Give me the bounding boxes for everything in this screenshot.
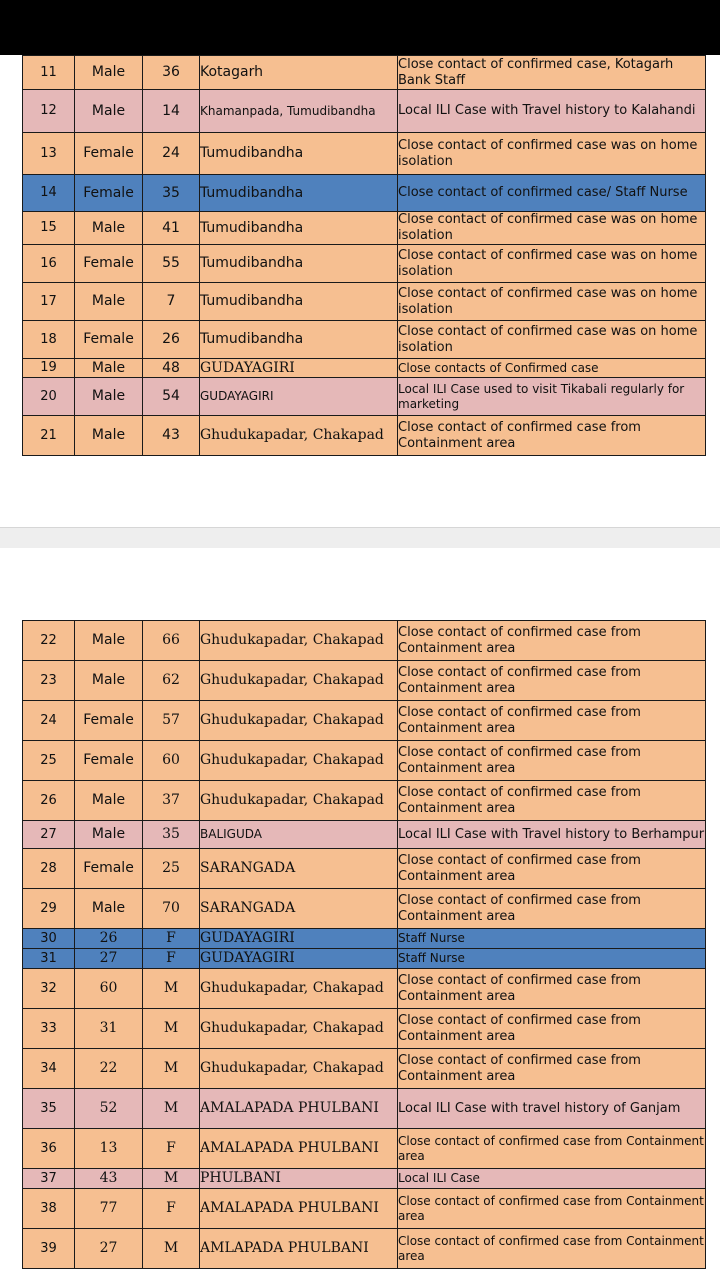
details-cell: Close contact of confirmed case from Containment area <box>398 1049 706 1089</box>
cell-a: Male <box>75 821 143 849</box>
location-cell: GUDAYAGIRI <box>200 929 398 949</box>
cell-b: 36 <box>143 56 200 90</box>
location-cell: SARANGADA <box>200 889 398 929</box>
location-cell: AMLAPADA PHULBANI <box>200 1229 398 1269</box>
cell-b: 35 <box>143 821 200 849</box>
serial-cell: 19 <box>23 359 75 378</box>
cell-b: 26 <box>143 321 200 359</box>
cell-b: M <box>143 1169 200 1189</box>
serial-cell: 37 <box>23 1169 75 1189</box>
cell-a: 43 <box>75 1169 143 1189</box>
location-cell: BALIGUDA <box>200 821 398 849</box>
table-row <box>23 661 706 701</box>
cell-a: Male <box>75 359 143 378</box>
table-row <box>23 1189 706 1229</box>
location-cell: Ghudukapadar, Chakapad <box>200 969 398 1009</box>
location-cell: Tumudibandha <box>200 133 398 175</box>
cell-b: 24 <box>143 133 200 175</box>
serial-cell: 17 <box>23 283 75 321</box>
cell-a: Female <box>75 175 143 212</box>
table-row <box>23 1089 706 1129</box>
serial-cell: 39 <box>23 1229 75 1269</box>
details-cell: Close contact of confirmed case was on home isolation <box>398 321 706 359</box>
location-cell: Ghudukapadar, Chakapad <box>200 1009 398 1049</box>
cell-a: Male <box>75 212 143 245</box>
serial-cell: 34 <box>23 1049 75 1089</box>
details-cell: Local ILI Case with Travel history to Berhampur <box>398 821 706 849</box>
page-break-gap <box>0 527 720 548</box>
details-cell: Close contact of confirmed case was on home isolation <box>398 283 706 321</box>
cell-a: Male <box>75 416 143 456</box>
table-row <box>23 175 706 212</box>
cell-a: 52 <box>75 1089 143 1129</box>
table-row <box>23 949 706 969</box>
details-cell: Close contact of confirmed case from Containment area <box>398 1189 706 1229</box>
table-row <box>23 56 706 90</box>
cell-a: Male <box>75 781 143 821</box>
cell-b: 55 <box>143 245 200 283</box>
table-row <box>23 1009 706 1049</box>
details-cell: Close contact of confirmed case from Containment area <box>398 621 706 661</box>
cell-b: 7 <box>143 283 200 321</box>
serial-cell: 30 <box>23 929 75 949</box>
location-cell: GUDAYAGIRI <box>200 378 398 416</box>
serial-cell: 32 <box>23 969 75 1009</box>
serial-cell: 38 <box>23 1189 75 1229</box>
cell-b: M <box>143 969 200 1009</box>
cell-b: 14 <box>143 90 200 133</box>
table-row <box>23 969 706 1009</box>
serial-cell: 23 <box>23 661 75 701</box>
cell-a: Male <box>75 661 143 701</box>
serial-cell: 18 <box>23 321 75 359</box>
cell-b: F <box>143 929 200 949</box>
location-cell: SARANGADA <box>200 849 398 889</box>
location-cell: Ghudukapadar, Chakapad <box>200 621 398 661</box>
table-row <box>23 378 706 416</box>
table-row <box>23 849 706 889</box>
table-row <box>23 245 706 283</box>
cell-b: F <box>143 1189 200 1229</box>
details-cell: Close contact of confirmed case was on home isolation <box>398 133 706 175</box>
location-cell: Ghudukapadar, Chakapad <box>200 741 398 781</box>
details-cell: Close contact of confirmed case was on home isolation <box>398 212 706 245</box>
serial-cell: 21 <box>23 416 75 456</box>
table-row <box>23 1129 706 1169</box>
details-cell: Close contact of confirmed case from Containment area <box>398 661 706 701</box>
serial-cell: 28 <box>23 849 75 889</box>
cell-b: M <box>143 1089 200 1129</box>
cell-b: 66 <box>143 621 200 661</box>
details-cell: Close contact of confirmed case from Containment area <box>398 1009 706 1049</box>
location-cell: Tumudibandha <box>200 321 398 359</box>
details-cell: Close contact of confirmed case from Containment area <box>398 1229 706 1269</box>
table-row <box>23 416 706 456</box>
cell-b: 62 <box>143 661 200 701</box>
cell-a: Female <box>75 741 143 781</box>
serial-cell: 31 <box>23 949 75 969</box>
details-cell: Staff Nurse <box>398 929 706 949</box>
details-cell: Close contact of confirmed case from Containment area <box>398 781 706 821</box>
cell-a: 26 <box>75 929 143 949</box>
location-cell: Ghudukapadar, Chakapad <box>200 701 398 741</box>
details-cell: Close contact of confirmed case was on home isolation <box>398 245 706 283</box>
location-cell: GUDAYAGIRI <box>200 359 398 378</box>
details-cell: Close contact of confirmed case from Containment area <box>398 701 706 741</box>
cell-a: 22 <box>75 1049 143 1089</box>
table-row <box>23 701 706 741</box>
cell-b: 25 <box>143 849 200 889</box>
details-cell: Close contact of confirmed case from Containment area <box>398 1129 706 1169</box>
cell-b: 35 <box>143 175 200 212</box>
cell-a: Female <box>75 245 143 283</box>
location-cell: Khamanpada, Tumudibandha <box>200 90 398 133</box>
case-table-2 <box>22 620 706 1269</box>
cell-a: Female <box>75 701 143 741</box>
location-cell: Tumudibandha <box>200 212 398 245</box>
table-row <box>23 283 706 321</box>
serial-cell: 16 <box>23 245 75 283</box>
table-row <box>23 212 706 245</box>
table-row <box>23 741 706 781</box>
table-row <box>23 1169 706 1189</box>
cell-a: 77 <box>75 1189 143 1229</box>
cell-a: Female <box>75 133 143 175</box>
serial-cell: 24 <box>23 701 75 741</box>
cell-b: M <box>143 1229 200 1269</box>
serial-cell: 13 <box>23 133 75 175</box>
table-row <box>23 359 706 378</box>
location-cell: Ghudukapadar, Chakapad <box>200 416 398 456</box>
case-table-1 <box>22 55 706 456</box>
cell-a: Male <box>75 56 143 90</box>
cell-a: Female <box>75 321 143 359</box>
cell-b: 70 <box>143 889 200 929</box>
details-cell: Local ILI Case <box>398 1169 706 1189</box>
location-cell: AMALAPADA PHULBANI <box>200 1089 398 1129</box>
serial-cell: 22 <box>23 621 75 661</box>
serial-cell: 14 <box>23 175 75 212</box>
cell-a: Male <box>75 378 143 416</box>
serial-cell: 25 <box>23 741 75 781</box>
cell-a: Female <box>75 849 143 889</box>
details-cell: Local ILI Case with travel history of Ganjam <box>398 1089 706 1129</box>
serial-cell: 26 <box>23 781 75 821</box>
serial-cell: 20 <box>23 378 75 416</box>
cell-a: 27 <box>75 949 143 969</box>
location-cell: AMALAPADA PHULBANI <box>200 1129 398 1169</box>
cell-b: F <box>143 949 200 969</box>
details-cell: Close contact of confirmed case, Kotagarh Bank Staff <box>398 56 706 90</box>
cell-b: M <box>143 1009 200 1049</box>
details-cell: Close contact of confirmed case/ Staff Nurse <box>398 175 706 212</box>
location-cell: Kotagarh <box>200 56 398 90</box>
cell-b: 48 <box>143 359 200 378</box>
serial-cell: 36 <box>23 1129 75 1169</box>
table-row <box>23 1049 706 1089</box>
table-row <box>23 90 706 133</box>
cell-b: 54 <box>143 378 200 416</box>
cell-a: 31 <box>75 1009 143 1049</box>
cell-a: Male <box>75 621 143 661</box>
details-cell: Close contact of confirmed case from Containment area <box>398 969 706 1009</box>
cell-b: 60 <box>143 741 200 781</box>
cell-a: Male <box>75 90 143 133</box>
serial-cell: 12 <box>23 90 75 133</box>
location-cell: Tumudibandha <box>200 283 398 321</box>
serial-cell: 27 <box>23 821 75 849</box>
location-cell: Tumudibandha <box>200 245 398 283</box>
cell-a: 27 <box>75 1229 143 1269</box>
details-cell: Close contact of confirmed case from Containment area <box>398 889 706 929</box>
location-cell: GUDAYAGIRI <box>200 949 398 969</box>
serial-cell: 11 <box>23 56 75 90</box>
table-row <box>23 133 706 175</box>
details-cell: Staff Nurse <box>398 949 706 969</box>
cell-a: 60 <box>75 969 143 1009</box>
table-row <box>23 621 706 661</box>
table-row <box>23 821 706 849</box>
location-cell: AMALAPADA PHULBANI <box>200 1189 398 1229</box>
details-cell: Local ILI Case used to visit Tikabali regularly for marketing <box>398 378 706 416</box>
location-cell: PHULBANI <box>200 1169 398 1189</box>
table-row <box>23 1229 706 1269</box>
cell-a: Male <box>75 283 143 321</box>
cell-b: 57 <box>143 701 200 741</box>
serial-cell: 33 <box>23 1009 75 1049</box>
table-row <box>23 321 706 359</box>
location-cell: Ghudukapadar, Chakapad <box>200 661 398 701</box>
table-row <box>23 781 706 821</box>
table-row <box>23 889 706 929</box>
cell-b: M <box>143 1049 200 1089</box>
location-cell: Ghudukapadar, Chakapad <box>200 781 398 821</box>
location-cell: Ghudukapadar, Chakapad <box>200 1049 398 1089</box>
serial-cell: 15 <box>23 212 75 245</box>
location-cell: Tumudibandha <box>200 175 398 212</box>
details-cell: Close contact of confirmed case from Containment area <box>398 849 706 889</box>
details-cell: Close contact of confirmed case from Containment area <box>398 416 706 456</box>
cell-b: F <box>143 1129 200 1169</box>
cell-a: Male <box>75 889 143 929</box>
cell-a: 13 <box>75 1129 143 1169</box>
details-cell: Close contacts of Confirmed case <box>398 359 706 378</box>
top-black-bar <box>0 0 720 55</box>
cell-b: 41 <box>143 212 200 245</box>
table-row <box>23 929 706 949</box>
serial-cell: 29 <box>23 889 75 929</box>
cell-b: 43 <box>143 416 200 456</box>
serial-cell: 35 <box>23 1089 75 1129</box>
cell-b: 37 <box>143 781 200 821</box>
details-cell: Local ILI Case with Travel history to Kalahandi <box>398 90 706 133</box>
details-cell: Close contact of confirmed case from Containment area <box>398 741 706 781</box>
